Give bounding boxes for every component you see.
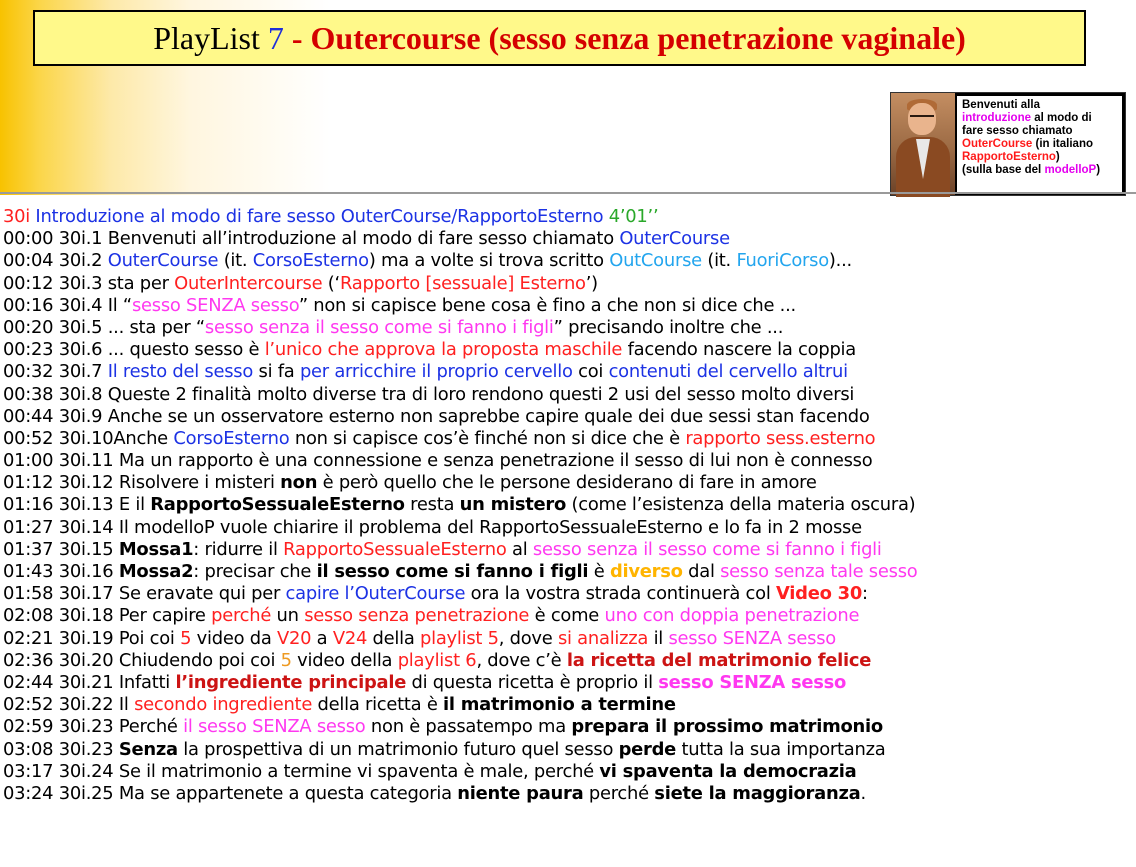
chapter-row[interactable]: [3, 273, 1133, 295]
text-segment: perché: [211, 605, 272, 627]
caption-segment: (in italiano: [1032, 138, 1093, 150]
text-segment: 5: [180, 627, 192, 649]
text-segment: ” precisando inoltre che ...: [553, 316, 784, 338]
text-segment: FuoriCorso: [736, 250, 829, 272]
text-segment: è: [588, 561, 610, 582]
chapter-row[interactable]: [3, 628, 1133, 650]
chapter-row[interactable]: [3, 428, 1133, 450]
text-segment: (‘: [322, 272, 340, 294]
text-segment: 30i: [3, 206, 30, 227]
text-segment: per arricchire il proprio cervello: [299, 361, 573, 383]
text-segment: si fa: [253, 361, 300, 383]
chapter-row[interactable]: [3, 561, 1133, 583]
text-segment: sesso senza tale sesso: [720, 561, 918, 582]
text-segment: 01:58 30i.17 Se eravate qui per: [3, 583, 286, 605]
text-segment: l’ingrediente principale: [175, 671, 407, 693]
text-segment: il sesso come si fanno i figli: [316, 561, 589, 582]
chapter-row[interactable]: [3, 339, 1133, 361]
text-segment: 02:59 30i.23 Perché: [3, 716, 184, 738]
chapter-row[interactable]: [3, 783, 1133, 805]
text-segment: 00:16 30i.4 Il “: [3, 294, 132, 316]
chapter-row[interactable]: [3, 672, 1133, 694]
text-segment: OuterCourse: [619, 228, 730, 250]
thumbnail-caption: [957, 96, 1122, 192]
text-segment: 03:24 30i.25 Ma se appartenete a questa categoria: [3, 782, 458, 804]
title-main: - Outercourse (sesso senza penetrazione vaginale): [291, 19, 966, 56]
text-segment: dal: [682, 561, 721, 582]
chapter-row[interactable]: [3, 716, 1133, 738]
caption-segment: OuterCourse: [962, 138, 1033, 150]
text-segment: CorsoEsterno: [173, 427, 290, 449]
text-segment: )...: [828, 250, 852, 272]
text-segment: sesso senza il sesso come si fanno i figli: [204, 316, 554, 338]
text-segment: 01:37 30i.15: [3, 538, 119, 560]
text-segment: sesso SENZA sesso: [131, 294, 299, 316]
caption-segment: al modo di: [1031, 112, 1092, 124]
text-segment: Mossa2: [118, 561, 194, 582]
text-segment: il: [648, 627, 669, 649]
text-segment: della ricetta è: [312, 694, 444, 716]
text-segment: 00:20 30i.5 ... sta per “: [3, 316, 205, 338]
text-segment: un: [271, 605, 305, 627]
text-segment: 01:12 30i.12 Risolvere i misteri: [3, 472, 281, 494]
text-segment: 00:23 30i.6 ... questo sesso è: [3, 339, 265, 361]
text-segment: :: [862, 583, 868, 605]
caption-segment: modelloP: [1044, 164, 1097, 176]
text-segment: Mossa1: [118, 538, 194, 560]
text-segment: : ridurre il: [193, 538, 284, 560]
text-segment: OuterCourse: [107, 250, 219, 272]
text-segment: Senza: [118, 738, 178, 760]
chapter-row[interactable]: [3, 250, 1133, 272]
text-segment: 00:52 30i.10Anche: [3, 427, 174, 449]
text-segment: 00:04 30i.2: [3, 250, 108, 272]
text-segment: video da: [191, 627, 277, 649]
text-segment: V20: [276, 627, 312, 649]
text-segment: si analizza: [557, 627, 649, 649]
text-segment: al: [506, 538, 533, 560]
chapter-row[interactable]: [3, 694, 1133, 716]
text-segment: playlist 6: [397, 649, 477, 671]
presenter-photo: [891, 93, 955, 195]
text-segment: (it.: [701, 250, 737, 272]
chapter-row[interactable]: [3, 361, 1133, 383]
text-segment: uno con doppia penetrazione: [604, 605, 860, 627]
chapter-row[interactable]: [3, 450, 1133, 472]
chapter-row[interactable]: [3, 605, 1133, 627]
text-segment: vi spaventa la democrazia: [599, 760, 857, 782]
text-segment: : precisar che: [193, 561, 317, 582]
text-segment: non è passatempo ma: [365, 716, 572, 738]
text-segment: video della: [291, 649, 398, 671]
text-segment: (it.: [218, 250, 253, 272]
text-segment: sesso senza il sesso come si fanno i figli: [532, 538, 882, 560]
text-segment: RapportoSessualeEsterno: [283, 538, 507, 560]
text-segment: RapportoSessualeEsterno: [150, 494, 405, 516]
text-segment: 02:21 30i.19 Poi coi: [3, 627, 181, 649]
text-segment: capire l’OuterCourse: [285, 583, 466, 605]
text-segment: facendo nascere la coppia: [622, 339, 856, 361]
video-heading: [3, 206, 1133, 228]
chapter-row[interactable]: [3, 317, 1133, 339]
caption-segment: fare sesso chiamato: [962, 125, 1073, 137]
text-segment: a: [311, 627, 333, 649]
text-segment: V24: [332, 627, 368, 649]
chapter-row[interactable]: [3, 384, 1133, 406]
text-segment: 03:17 30i.24 Se il matrimonio a termine vi spaventa è male, perché: [3, 760, 600, 782]
thumbnail-caption-line: [962, 112, 1117, 125]
text-segment: non: [280, 472, 318, 494]
text-segment: non si capisce cos’è finché non si dice che è: [289, 427, 686, 449]
chapter-row[interactable]: [3, 583, 1133, 605]
chapter-row[interactable]: [3, 472, 1133, 494]
text-segment: 00:00 30i.1 Benvenuti all’introduzione al modo di fare sesso chiamato: [3, 228, 620, 250]
thumbnail-caption-line: [962, 151, 1117, 164]
text-segment: prepara il prossimo matrimonio: [571, 716, 883, 738]
text-segment: 01:00 30i.11 Ma un rapporto è una connessione e senza penetrazione il sesso di lui non è connesso: [3, 450, 873, 472]
text-segment: la ricetta del matrimonio felice: [566, 649, 872, 671]
text-segment: tutta la sua importanza: [676, 738, 886, 760]
text-segment: 4’01’’: [608, 206, 659, 227]
text-segment: Rapporto [sessuale] Esterno: [339, 272, 586, 294]
chapter-row[interactable]: [3, 739, 1133, 761]
thumbnail-caption-line: [962, 125, 1117, 138]
thumbnail-caption-line: [962, 99, 1117, 112]
chapter-row[interactable]: [3, 650, 1133, 672]
text-segment: OuterIntercourse: [174, 272, 323, 294]
text-segment: ” non si capisce bene cosa è fino a che non si dice che ...: [298, 294, 796, 316]
text-segment: l’unico che approva la proposta maschile: [264, 339, 623, 361]
caption-segment: introduzione: [962, 112, 1031, 124]
caption-segment: (sulla base del: [962, 164, 1045, 176]
video-thumbnail[interactable]: [890, 92, 1126, 196]
chapter-row[interactable]: [3, 761, 1133, 783]
text-segment: rapporto sess.esterno: [685, 427, 876, 449]
text-segment: 00:44 30i.9 Anche se un osservatore esterno non saprebbe capire quale dei due sessi stan facendo: [3, 405, 870, 427]
thumbnail-caption-line: [962, 138, 1117, 151]
text-segment: la prospettiva di un matrimonio futuro quel sesso: [177, 738, 619, 760]
text-segment: .: [860, 782, 866, 804]
text-segment: secondo ingrediente: [134, 694, 313, 716]
text-segment: niente paura: [457, 782, 584, 804]
title-number: 7: [267, 19, 284, 56]
text-segment: sesso SENZA sesso: [668, 627, 836, 649]
chapter-row[interactable]: [3, 517, 1133, 539]
chapter-list: [3, 206, 1133, 805]
text-segment: playlist 5: [420, 627, 499, 649]
caption-segment: Benvenuti alla: [962, 99, 1040, 111]
text-segment: 02:36 30i.20 Chiudendo poi coi: [3, 649, 281, 671]
text-segment: perde: [618, 738, 677, 760]
text-segment: siete la maggioranza: [654, 782, 861, 804]
text-segment: è come: [529, 605, 605, 627]
text-segment: di questa ricetta è proprio il: [406, 671, 659, 693]
text-segment: ora la vostra strada continuerà col: [465, 583, 776, 605]
text-segment: OutCourse: [609, 250, 702, 272]
text-segment: sesso senza penetrazione: [304, 605, 530, 627]
caption-segment: ): [1055, 151, 1060, 163]
title-prefix: PlayList: [153, 19, 260, 56]
text-segment: ’): [585, 272, 598, 294]
text-segment: è però quello che le persone desiderano di fare in amore: [317, 472, 817, 494]
caption-segment: RapportoEsterno: [962, 151, 1056, 163]
text-segment: 00:12 30i.3 sta per: [3, 272, 175, 294]
text-segment: (come l’esistenza della materia oscura): [566, 494, 916, 516]
text-segment: Il resto del sesso: [107, 361, 254, 383]
text-segment: 01:16 30i.13 E il: [3, 494, 151, 516]
text-segment: 03:08 30i.23: [3, 738, 119, 760]
text-segment: Video 30: [776, 583, 863, 605]
text-segment: il sesso SENZA sesso: [183, 716, 366, 738]
text-segment: 02:08 30i.18 Per capire: [3, 605, 212, 627]
thumbnail-caption-line: [962, 164, 1117, 177]
text-segment: resta: [404, 494, 460, 516]
text-segment: , dove: [498, 627, 558, 649]
text-segment: un mistero: [459, 494, 567, 516]
text-segment: 02:44 30i.21 Infatti: [3, 671, 176, 693]
chapter-row[interactable]: [3, 494, 1133, 516]
playlist-title-banner: [33, 10, 1086, 66]
text-segment: della: [367, 627, 420, 649]
text-segment: 5: [280, 649, 292, 671]
text-segment: 00:38 30i.8 Queste 2 finalità molto diverse tra di loro rendono questi 2 usi del sesso molto diversi: [3, 383, 855, 405]
chapter-row[interactable]: [3, 406, 1133, 428]
chapter-row[interactable]: [3, 295, 1133, 317]
chapter-row[interactable]: [3, 539, 1133, 561]
text-segment: 01:27 30i.14 Il modelloP vuole chiarire il problema del RapportoSessualeEsterno e lo fa in 2 mosse: [3, 516, 862, 538]
text-segment: ) ma a volte si trova scritto: [368, 250, 610, 272]
text-segment: , dove c’è: [476, 649, 567, 671]
text-segment: perché: [583, 782, 655, 804]
text-segment: coi: [572, 361, 609, 383]
text-segment: Introduzione al modo di fare sesso OuterCourse/RapportoEsterno: [30, 206, 609, 227]
text-segment: 02:52 30i.22 Il: [3, 694, 135, 716]
text-segment: 00:32 30i.7: [3, 361, 108, 383]
text-segment: 01:43 30i.16: [3, 561, 119, 582]
divider: [0, 192, 1136, 194]
chapter-row[interactable]: [3, 228, 1133, 250]
text-segment: CorsoEsterno: [252, 250, 369, 272]
text-segment: sesso SENZA sesso: [658, 671, 847, 693]
text-segment: diverso: [609, 561, 683, 582]
text-segment: il matrimonio a termine: [443, 694, 676, 716]
text-segment: contenuti del cervello altrui: [608, 361, 848, 383]
caption-segment: ): [1096, 164, 1101, 176]
